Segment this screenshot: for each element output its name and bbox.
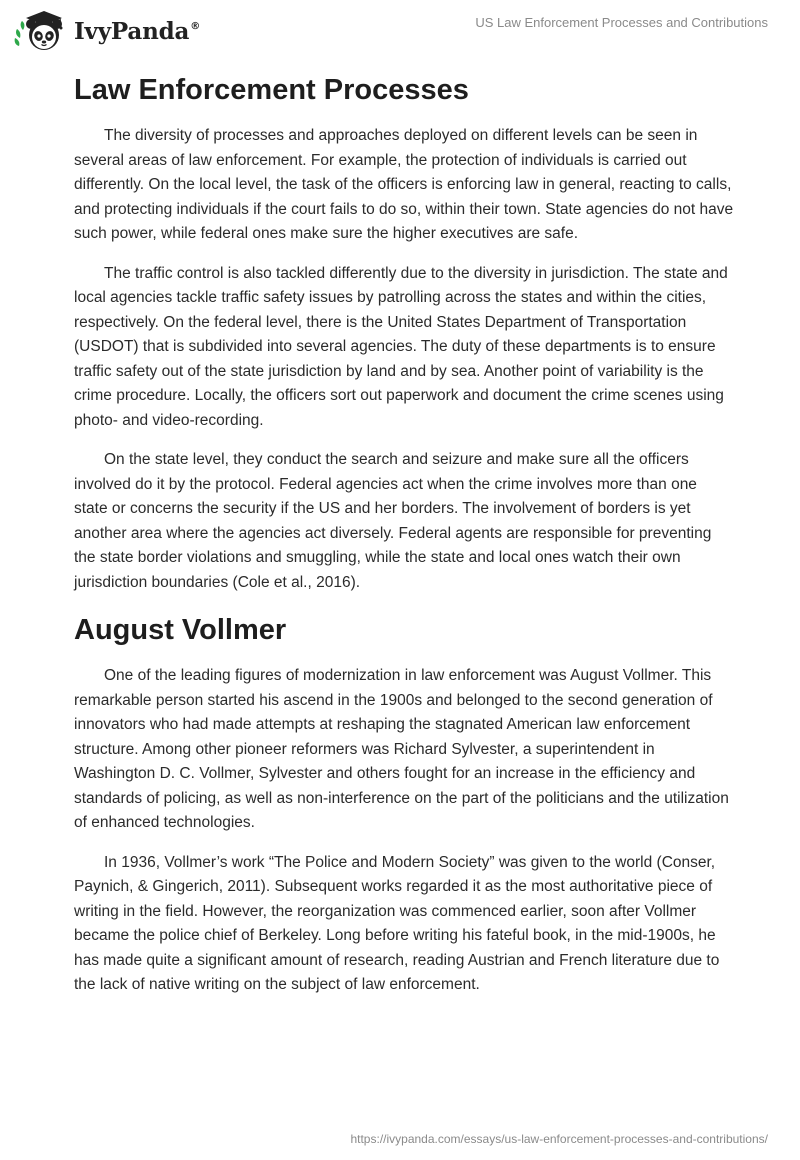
panda-graduate-icon [14, 8, 70, 54]
brand-name: IvyPanda® [74, 17, 200, 45]
paragraph: The traffic control is also tackled differently due to the diversity in jurisdiction. The state and local agencies tackle traffic safety issues by patrolling across the states and within the cities, respectively. On the federal level, there is the United States Department of Transportation (USDOT) that is subdivided into several agencies. The duty of these departments is to ensure traffic safety out of the state jurisdiction by land and by sea. Another point of variability is the crime procedure. Locally, the officers sort out paperwork and document the crime scenes using photo- and video-recording. [74, 264, 728, 429]
essay-body [74, 70, 734, 1013]
page-header [0, 0, 800, 60]
document-title: US Law Enforcement Processes and Contributions [475, 15, 768, 30]
section-law-enforcement-processes [74, 70, 734, 595]
paragraph: On the state level, they conduct the search and seizure and make sure all the officers involved do it by the protocol. Federal agencies act when the crime involves more than one state or concerns the security if the US and her borders. The involvement of borders is yet another area where the agencies act diversely. Federal agents are responsible for preventing the state border violations and smuggling, while the state and local ones watch their own jurisdiction boundaries (Cole et al., 2016). [74, 451, 712, 591]
section-heading: August Vollmer [74, 614, 287, 646]
brand-logo[interactable] [14, 8, 200, 54]
source-url[interactable]: https://ivypanda.com/essays/us-law-enforcement-processes-and-contributions/ [350, 1132, 768, 1146]
section-august-vollmer [74, 610, 734, 998]
paragraph: One of the leading figures of modernization in law enforcement was August Vollmer. This remarkable person started his ascend in the 1900s and belonged to the second generation of innovators who had made attempts at reshaping the stagnated American law enforcement structure. Among other pioneer reformers was Richard Sylvester, a superintendent in Washington D. C. Vollmer, Sylvester and others fought for an increase in the efficiency and standards of policing, as well as non-interference on the part of the politicians and the utilization of enhanced technologies. [74, 667, 729, 831]
registered-mark: ® [190, 20, 200, 32]
paragraph: The diversity of processes and approaches deployed on different levels can be seen in several areas of law enforcement. For example, the protection of individuals is carried out differently. On the local level, the task of the officers is enforcing law in general, reacting to calls, and protecting individuals if the court fails to do so, within their town. State agencies do not have such power, while federal ones make sure the higher executives are safe. [74, 127, 734, 242]
section-heading: Law Enforcement Processes [74, 74, 469, 106]
paragraph: In 1936, Vollmer’s work “The Police and Modern Society” was given to the world (Conser, Paynich, & Gingerich, 2011). Subsequent works regarded it as the most authoritative piece of writing in the field. However, the reorganization was commenced earlier, soon after Vollmer became the police chief of Berkeley. Long before writing his fateful book, in the mid-1900s, he has made quite a significant amount of research, reading Austrian and French literature due to the lack of native writing on the subject of law enforcement. [74, 853, 720, 993]
